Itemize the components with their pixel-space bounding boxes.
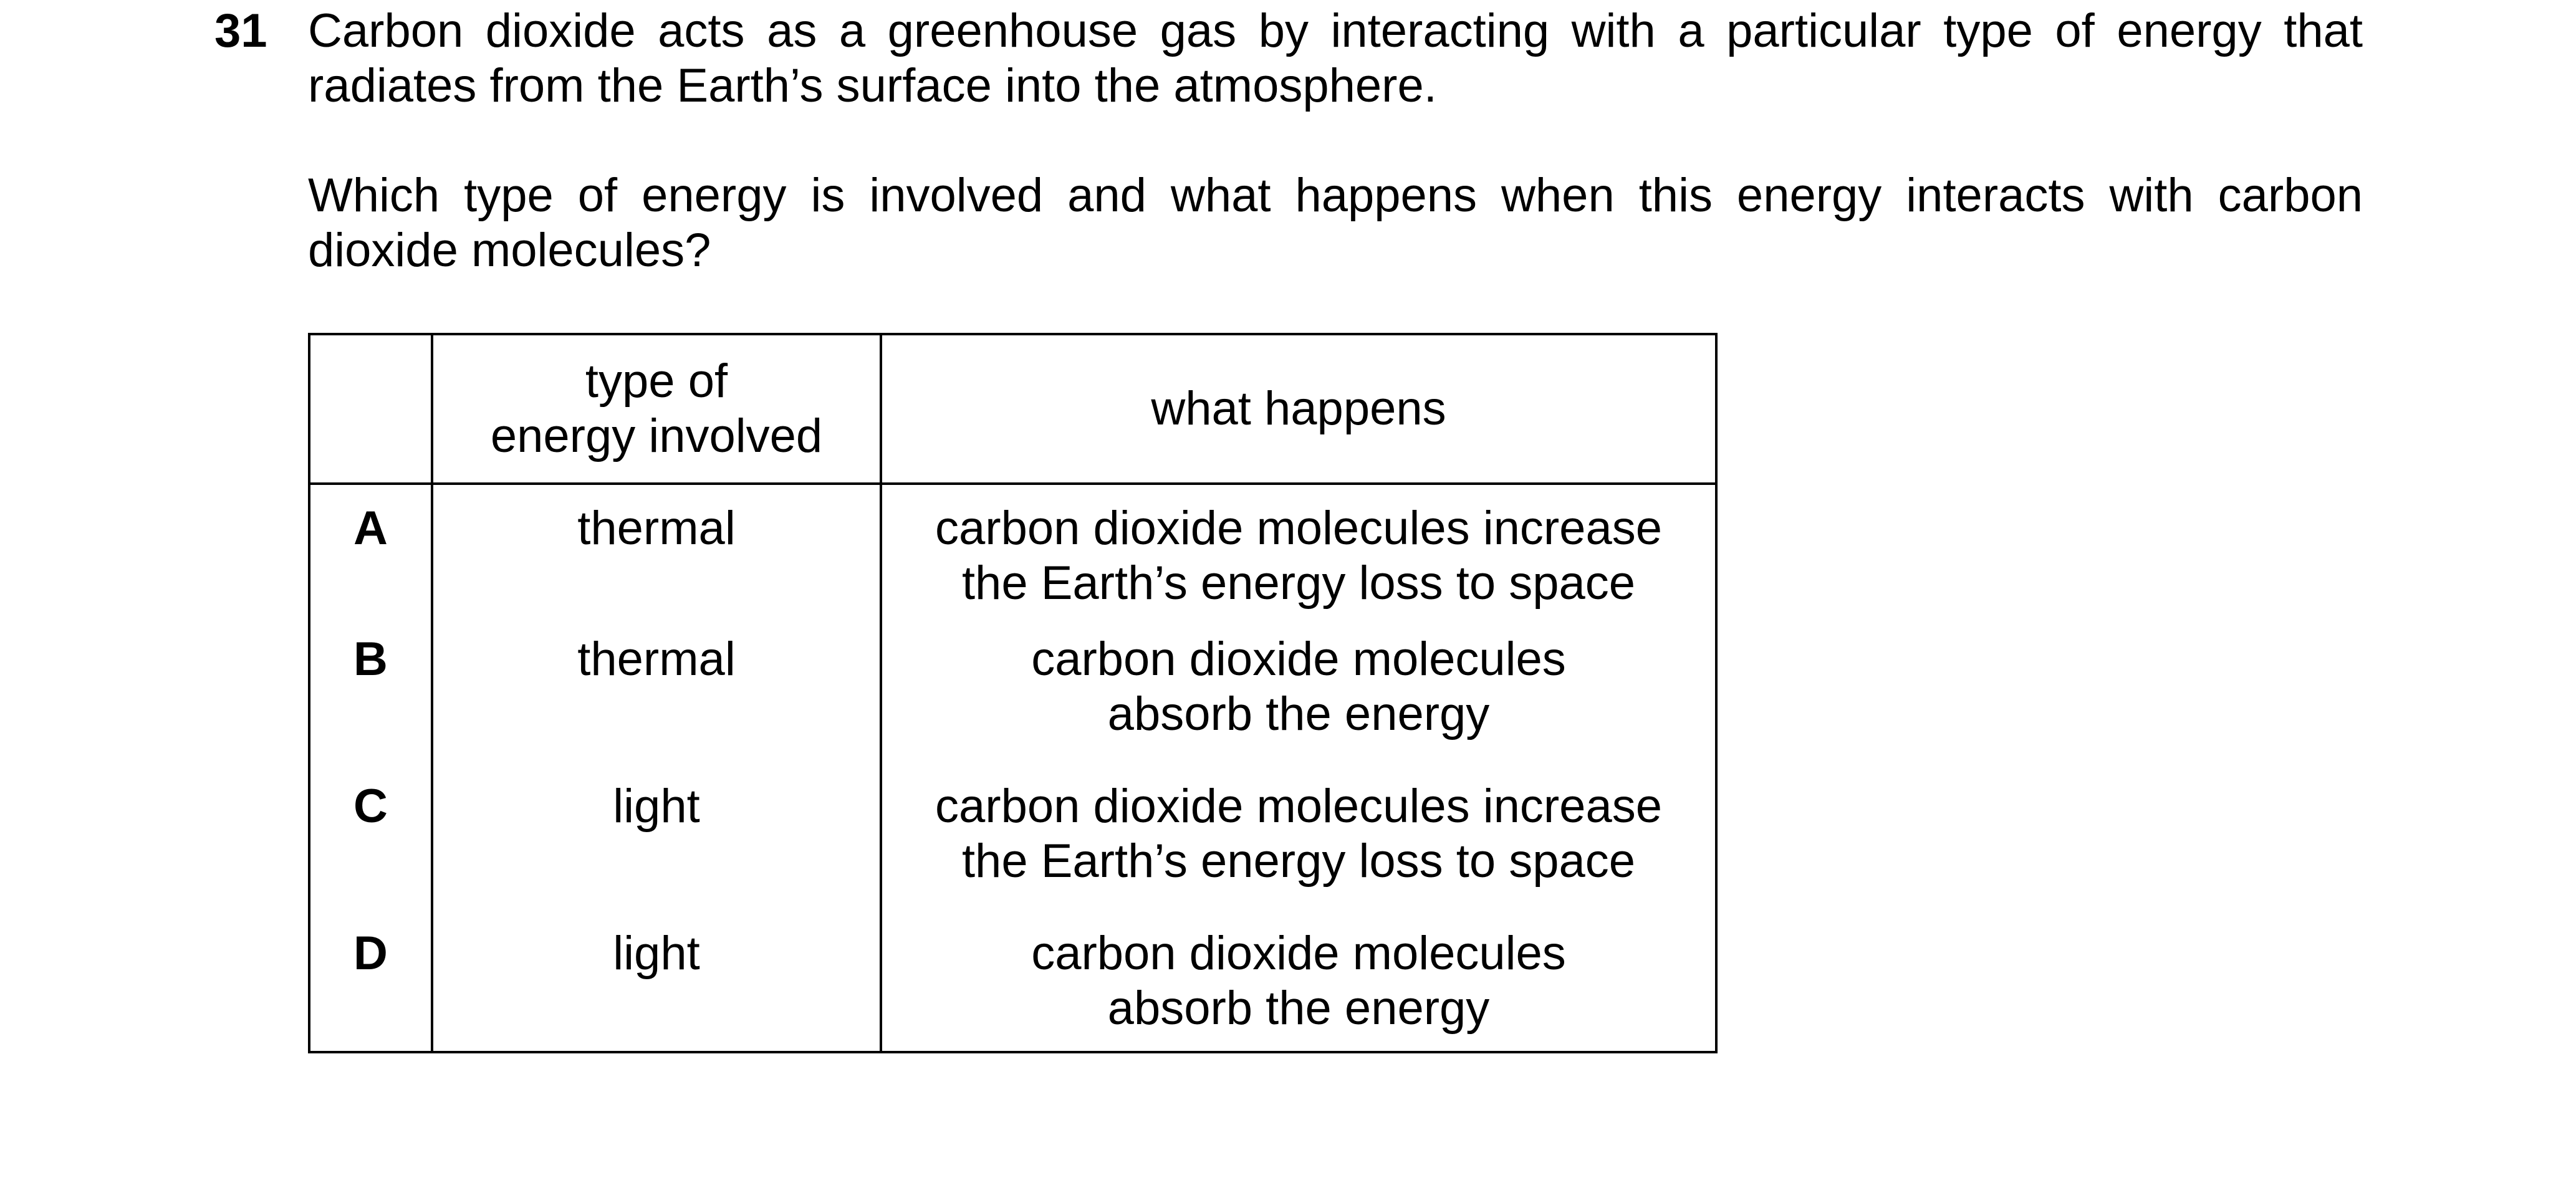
- option-happens-line2: absorb the energy: [1107, 688, 1490, 740]
- option-happens-line1: carbon dioxide molecules: [1031, 927, 1566, 980]
- header-energy-line1: type of: [585, 355, 728, 408]
- option-energy: thermal: [432, 484, 881, 632]
- header-what-happens: what happens: [881, 334, 1716, 484]
- option-letter: A: [309, 484, 432, 632]
- table-row: [309, 779, 1716, 926]
- table-row: [309, 632, 1716, 779]
- table-row: [309, 926, 1716, 1052]
- question-prompt: Which type of energy is involved and what happens when this energy interacts with carbon dioxide molecules?: [308, 169, 2363, 277]
- option-happens-line2: the Earth’s energy loss to space: [961, 557, 1636, 610]
- option-energy: light: [432, 926, 881, 1052]
- option-energy: thermal: [432, 632, 881, 779]
- header-energy-type: [432, 334, 881, 484]
- option-happens: [881, 484, 1716, 632]
- option-happens: [881, 779, 1716, 926]
- option-letter: B: [309, 632, 432, 779]
- question-stem: Carbon dioxide acts as a greenhouse gas by interacting with a particular type of energy that radiates from the Earth’s surface into the atmosphere.: [308, 4, 2363, 112]
- option-energy: light: [432, 779, 881, 926]
- option-happens: [881, 632, 1716, 779]
- header-energy-line2: energy involved: [490, 410, 823, 462]
- option-happens-line2: absorb the energy: [1107, 982, 1490, 1035]
- table-header-row: [309, 334, 1716, 484]
- table-row: [309, 484, 1716, 632]
- option-happens-line2: the Earth’s energy loss to space: [961, 835, 1636, 888]
- option-happens-line1: carbon dioxide molecules increase: [935, 502, 1662, 555]
- option-letter: D: [309, 926, 432, 1052]
- option-happens: [881, 926, 1716, 1052]
- option-letter: C: [309, 779, 432, 926]
- question-number: 31: [214, 4, 267, 57]
- option-happens-line1: carbon dioxide molecules: [1031, 633, 1566, 686]
- option-happens-line1: carbon dioxide molecules increase: [935, 780, 1662, 833]
- header-letter: [309, 334, 432, 484]
- answer-options-table: [308, 333, 1718, 1053]
